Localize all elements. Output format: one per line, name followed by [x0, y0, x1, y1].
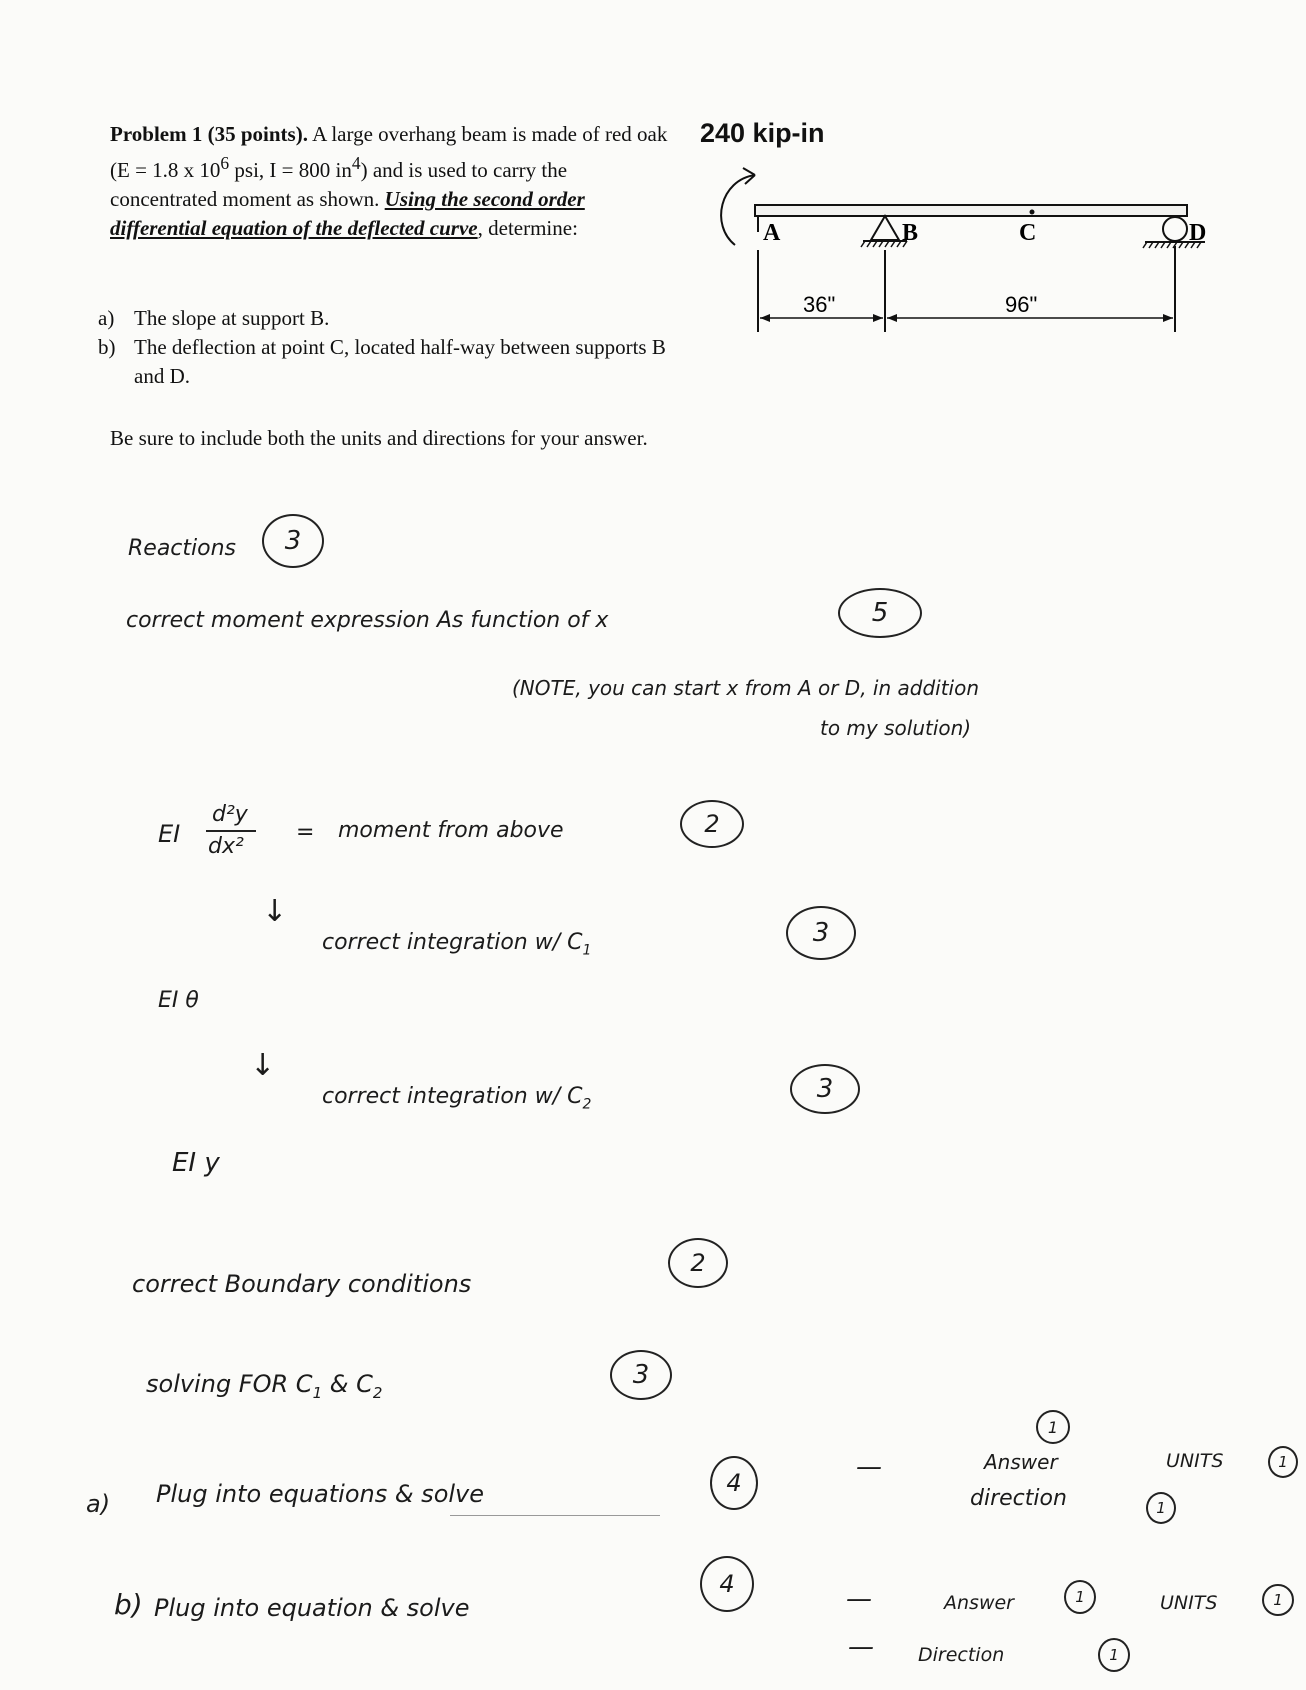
part-a-dash: — [856, 1452, 882, 1482]
integration-2-text: correct integration w/ $C_2$ [322, 1084, 592, 1113]
question-b [98, 333, 698, 391]
part-b-text: Plug into equation & solve [154, 1594, 470, 1622]
i-exponent: 4 [351, 153, 361, 173]
equals-sign: = [296, 820, 315, 845]
label-d: D [1189, 220, 1207, 246]
problem-mid: psi, I = 800 in [229, 158, 352, 182]
part-b-answer-points: 1 [1064, 1580, 1096, 1614]
ei-label: EI [158, 820, 181, 848]
moment-arrow [721, 175, 755, 245]
part-b-label: b) [114, 1588, 143, 1621]
integration-2-points: 3 [790, 1064, 860, 1114]
boundary-conditions-text: correct Boundary conditions [132, 1270, 472, 1298]
part-a-underline [450, 1515, 660, 1516]
problem-method: Using the second order differential equation of the deflected curve [110, 187, 585, 240]
support-b-pin [871, 216, 899, 240]
part-a-direction-text: direction [970, 1486, 1067, 1511]
problem-points: (35 points). [207, 122, 308, 146]
d2y-numerator: d²y [212, 802, 248, 827]
boundary-conditions-points: 2 [668, 1238, 728, 1288]
e-exponent: 6 [220, 153, 230, 173]
arrow-down-2: ↓ [250, 1048, 276, 1083]
integration-1-points: 3 [786, 906, 856, 960]
dim-96: 96" [1005, 292, 1038, 317]
part-a-answer-points: 1 [1036, 1410, 1070, 1444]
dx2-denominator: dx² [208, 834, 244, 859]
fraction-bar [206, 830, 256, 832]
moment-expression-points: 5 [838, 588, 922, 638]
part-b-direction-text: Direction [918, 1644, 1005, 1666]
note-line-2: to my solution) [820, 716, 972, 740]
part-a-points: 4 [710, 1456, 758, 1510]
question-key: b) [98, 335, 116, 359]
solving-text: solving FOR $C_1$ & $C_2$ [146, 1370, 383, 1402]
problem-determine: , determine: [477, 216, 578, 240]
question-text: The deflection at point C, located half-way between supports B and D. [134, 335, 666, 388]
problem-after: ) and is used to carry the concentrated moment as shown. [110, 158, 568, 211]
ei-y-label: EI y [172, 1148, 220, 1178]
label-a: A [763, 220, 781, 246]
part-b-points: 4 [700, 1556, 754, 1612]
problem-statement [110, 120, 670, 243]
part-a-units-points: 1 [1268, 1446, 1298, 1478]
part-b-units-points: 1 [1262, 1584, 1294, 1616]
dim-36: 36" [803, 292, 836, 317]
reactions-points: 3 [262, 514, 324, 568]
reactions-text: Reactions [128, 536, 237, 561]
ei-theta-label: EI θ [158, 988, 199, 1013]
note-line-1: (NOTE, you can start x from A or D, in addition [512, 676, 980, 700]
beam [755, 205, 1187, 216]
beam-diagram [715, 150, 1235, 340]
moment-from-above-text: moment from above [338, 818, 564, 843]
solving-points: 3 [610, 1350, 672, 1400]
problem-heading: Problem 1 [110, 122, 203, 146]
problem-intro: A large overhang beam is made of red oak (E = 1.8 x 10 [110, 122, 668, 182]
integration-1-text: correct integration w/ $C_1$ [322, 930, 592, 959]
part-b-dash-2: — [848, 1632, 874, 1662]
instruction-note: Be sure to include both the units and directions for your answer. [110, 426, 648, 450]
moment-expression-text: correct moment expression As function of x [126, 608, 609, 633]
question-list [98, 304, 698, 391]
part-a-label: a) [86, 1490, 111, 1518]
part-a-answer-text: Answer [984, 1450, 1058, 1474]
support-d-roller [1163, 217, 1187, 241]
question-a [98, 304, 698, 333]
part-b-units-text: UNITS [1160, 1592, 1218, 1614]
part-a-units-text: UNITS [1166, 1450, 1224, 1472]
part-b-answer-text: Answer [944, 1592, 1014, 1614]
label-b: B [902, 220, 919, 246]
moment-from-above-points: 2 [680, 800, 744, 848]
label-c: C [1019, 220, 1037, 246]
moment-label: 240 kip-in [700, 118, 825, 148]
arrow-down-1: ↓ [262, 894, 288, 929]
part-a-direction-points: 1 [1146, 1492, 1176, 1524]
part-b-dash-1: — [846, 1584, 872, 1614]
part-b-direction-points: 1 [1098, 1638, 1130, 1672]
question-text: The slope at support B. [134, 306, 330, 330]
question-key: a) [98, 306, 115, 330]
point-c-mark [1030, 210, 1035, 215]
part-a-text: Plug into equations & solve [156, 1480, 485, 1508]
